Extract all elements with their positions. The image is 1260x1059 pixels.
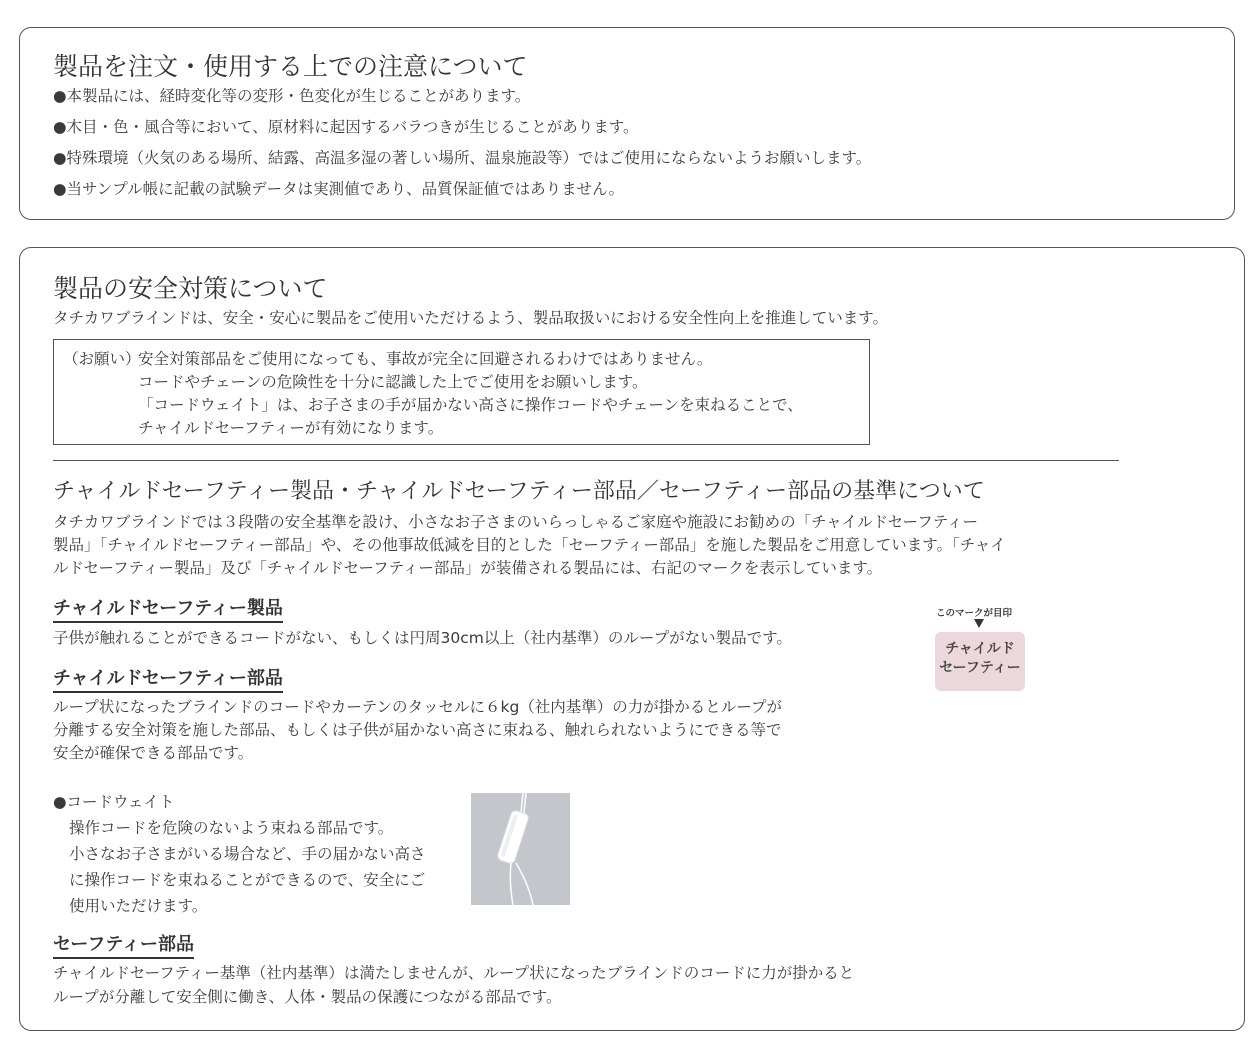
standards-body-line: 製品」「チャイルドセーフティー部品」や、その他事故低減を目的とした「セーフティー部品」を施した製品をご用意しています。「チャイ (53, 536, 1006, 554)
cord-weight-body-line: に操作コードを束ねることができるので、安全にご (69, 871, 426, 889)
cord-weight-body-line: 操作コードを危険のないよう束ねる部品です。 (69, 819, 394, 837)
cs-part-body-line: 安全が確保できる部品です。 (53, 744, 254, 762)
cs-part-body-line: 分離する安全対策を施した部品、もしくは子供が届かない高さに束ねる、触れられないようにできる等で (53, 721, 782, 739)
section-divider (53, 460, 1119, 461)
mark-line: チャイルド (945, 641, 1015, 657)
cord-weight-body-line: 使用いただけます。 (69, 897, 208, 915)
mark-line: セーフティー (939, 660, 1021, 676)
notice-line: コードやチェーンの危険性を十分に認識した上でご使用をお願いします。 (138, 373, 648, 391)
safety-title: 製品の安全対策について (53, 274, 328, 303)
notice-label: （お願い） (63, 350, 141, 368)
notice-line: 安全対策部品をご使用になっても、事故が完全に回避されるわけではありません。 (138, 350, 713, 368)
cord-weight-photo (471, 793, 570, 905)
notice-line: チャイルドセーフティーが有効になります。 (138, 419, 444, 437)
safety-panel (19, 247, 1245, 1031)
cord-weight-heading: ●コードウェイト (53, 793, 175, 811)
child-safety-mark (935, 632, 1025, 691)
caution-item: ●本製品には、経時変化等の変形・色変化が生じることがあります。 (53, 87, 531, 105)
cs-product-heading: チャイルドセーフティー製品 (53, 598, 283, 623)
standards-body-line: ルドセーフティー製品」及び「チャイルドセーフティー部品」が装備される製品には、右記のマークを表示しています。 (53, 559, 883, 577)
safety-intro: タチカワブラインドは、安全・安心に製品をご使用いただけるよう、製品取扱いにおける安全性向上を推進しています。 (53, 309, 888, 327)
arrow-down-icon (974, 619, 984, 628)
safety-part-body-line: ループが分離して安全側に働き、人体・製品の保護につながる部品です。 (53, 988, 562, 1006)
caution-panel (19, 27, 1235, 220)
mark-caption: このマークが目印 (936, 608, 1013, 619)
safety-part-heading: セーフティー部品 (53, 934, 194, 959)
notice-line: 「コードウェイト」は、お子さまの手が届かない高さに操作コードやチェーンを束ねることで、 (138, 396, 803, 414)
caution-item: ●特殊環境（火気のある場所、結露、高温多湿の著しい場所、温泉施設等）ではご使用にならないようお願いします。 (53, 149, 872, 167)
caution-item: ●木目・色・風合等において、原材料に起因するバラつきが生じることがあります。 (53, 118, 639, 136)
safety-part-body-line: チャイルドセーフティー基準（社内基準）は満たしませんが、ループ状になったブラインドのコードに力が掛かると (53, 964, 855, 982)
standards-body-line: タチカワブラインドでは３段階の安全基準を設け、小さなお子さまのいらっしゃるご家庭や施設にお勧めの「チャイルドセーフティー (53, 513, 979, 531)
cs-part-heading: チャイルドセーフティー部品 (53, 668, 283, 693)
caution-title: 製品を注文・使用する上での注意について (53, 52, 528, 81)
cs-product-body: 子供が触れることができるコードがない、もしくは円周30cm以上（社内基準）のループがない製品です。 (53, 629, 792, 647)
notice-box (53, 339, 870, 445)
standards-title: チャイルドセーフティー製品・チャイルドセーフティー部品／セーフティー部品の基準について (53, 479, 985, 504)
caution-item: ●当サンプル帳に記載の試験データは実測値であり、品質保証値ではありません。 (53, 180, 625, 198)
cord-weight-body-line: 小さなお子さまがいる場合など、手の届かない高さ (69, 845, 426, 863)
cs-part-body-line: ループ状になったブラインドのコードやカーテンのタッセルに６kg（社内基準）の力が掛かるとループが (53, 698, 783, 716)
